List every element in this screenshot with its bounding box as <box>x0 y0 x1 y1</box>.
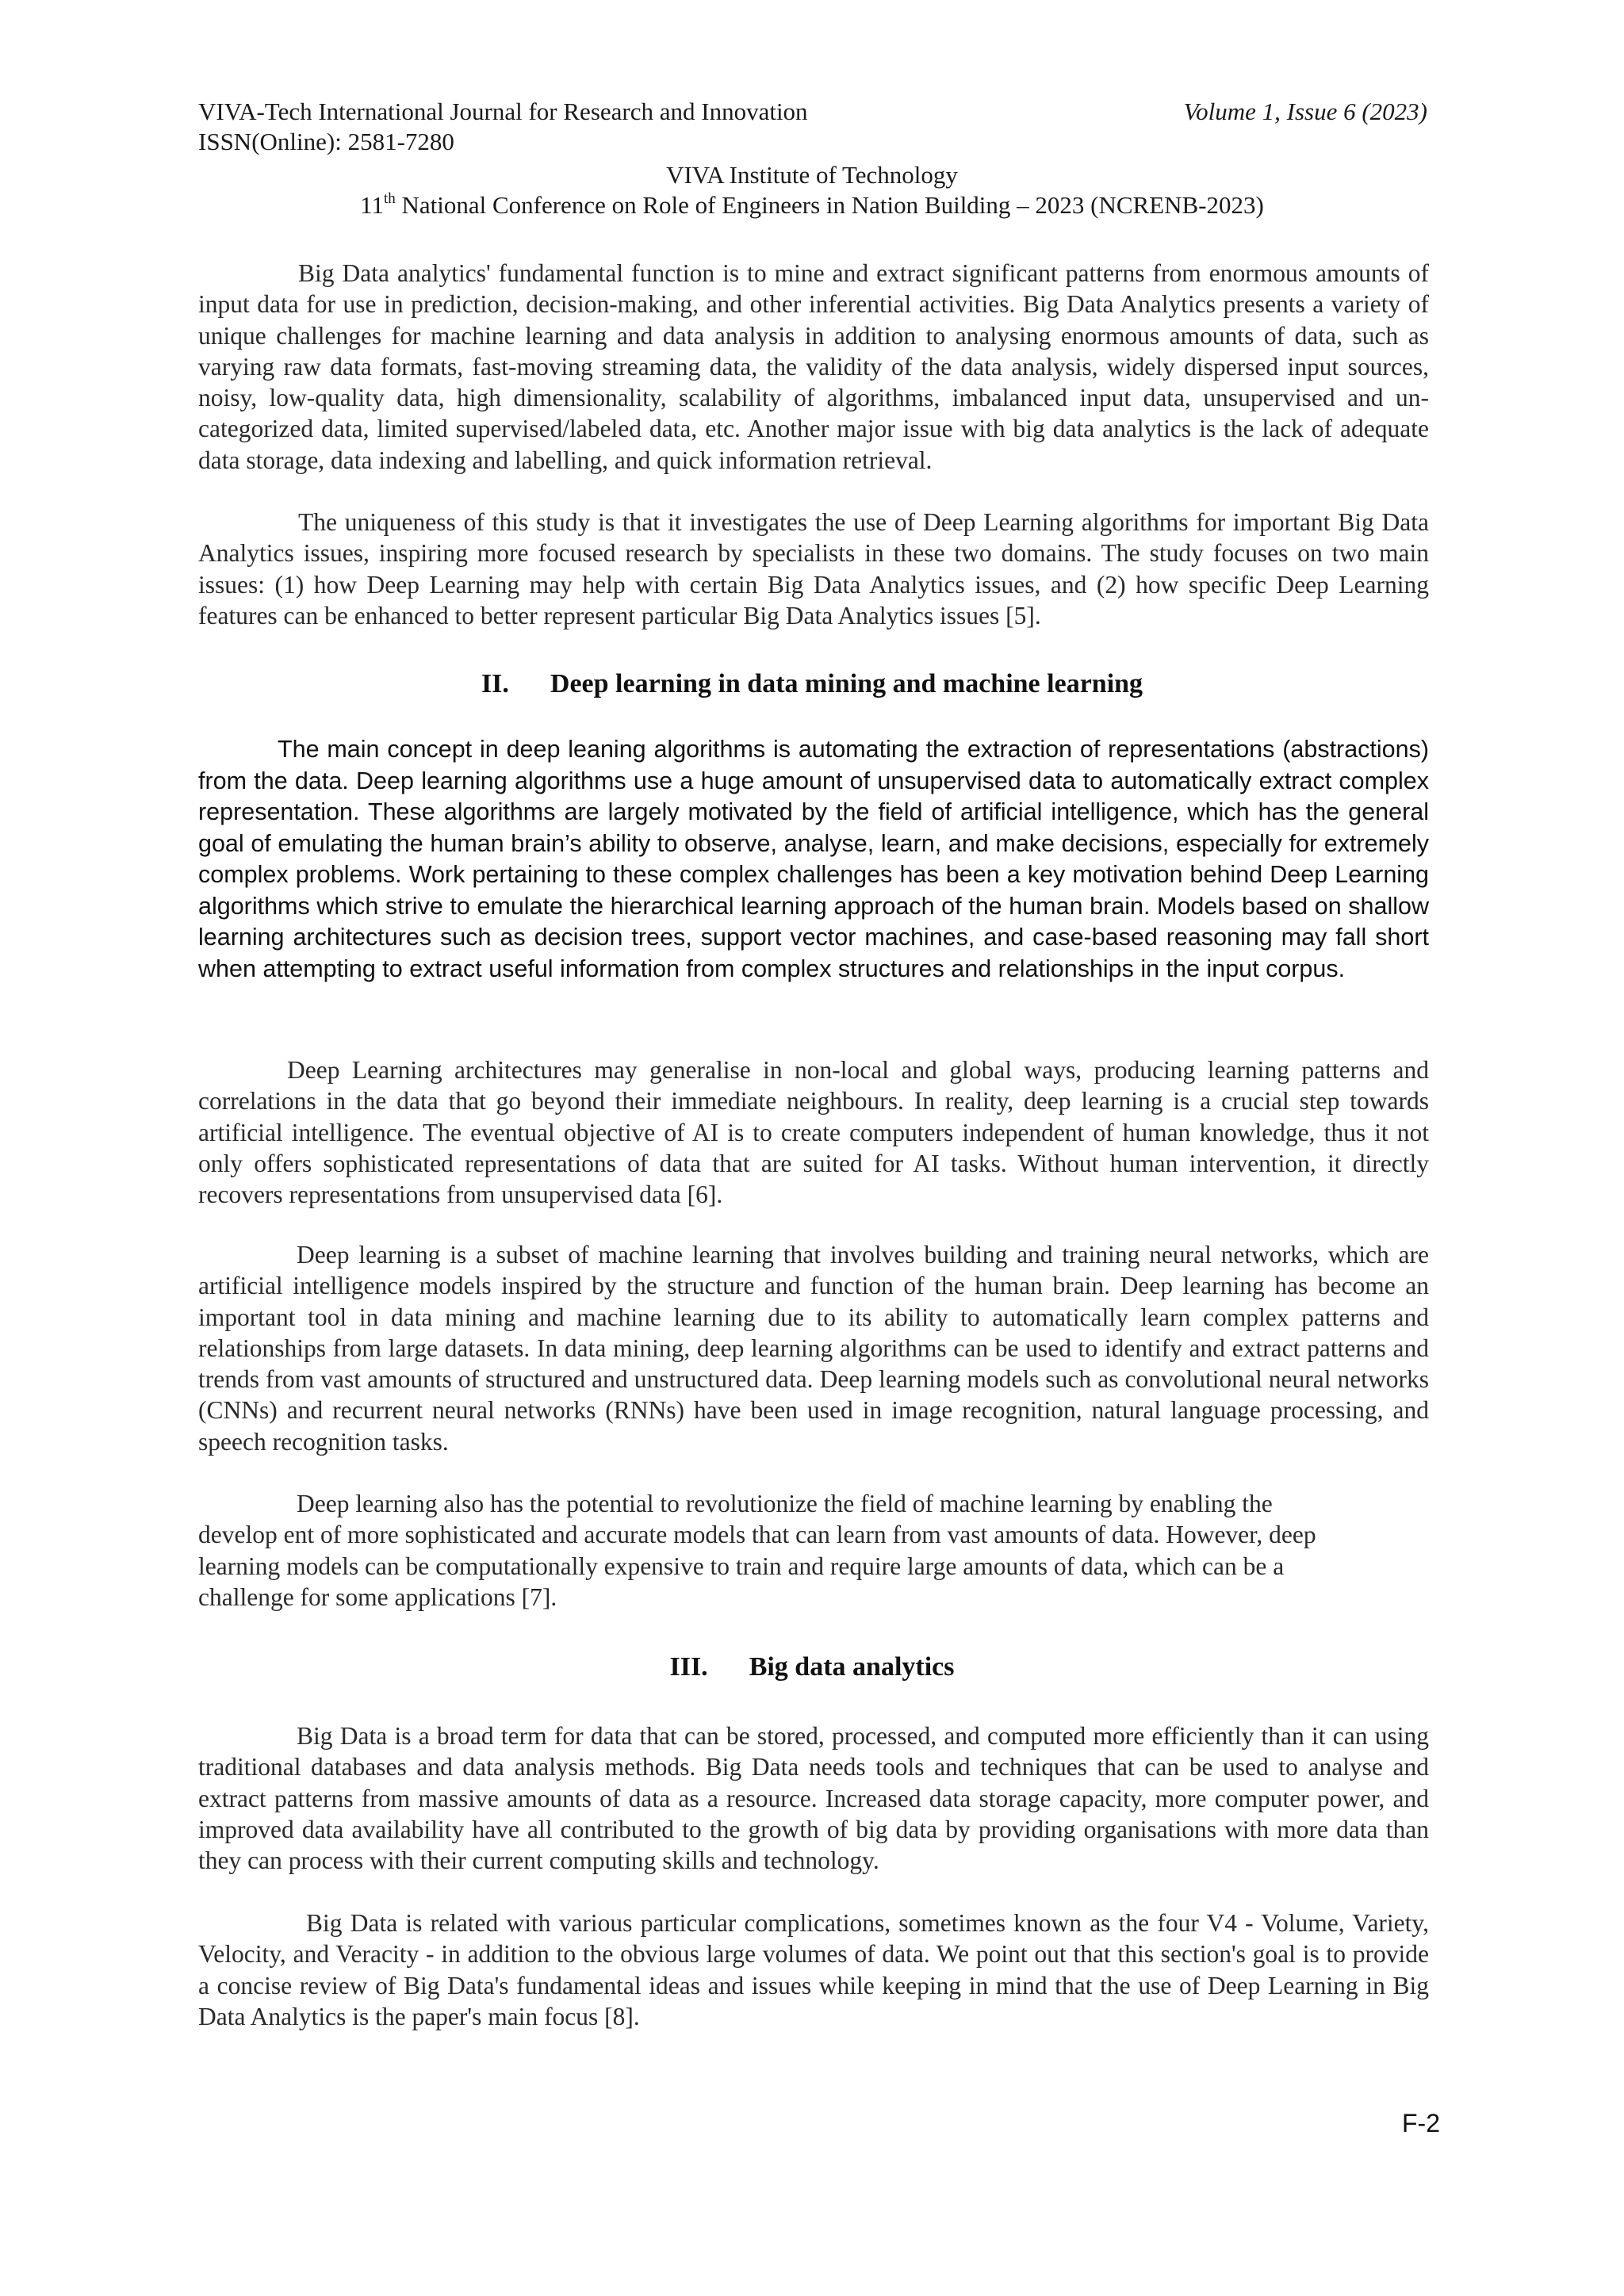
paragraph-2-text: The uniqueness of this study is that it investigates the use of Deep Learning algorithms for important Big Data Analytics issues, inspiring more focused research by specialists in these two domains. The study focuses on two main issues: (1) how Deep Learning may help with certain Big Data Analytics issues, and (2) how specific Deep Learning features can be enhanced to better represent particular Big Data Analytics issues [5]. <box>198 508 1429 629</box>
paragraph-1-text: Big Data analytics' fundamental function is to mine and extract significant patterns from enormous amounts of input data for use in prediction, decision-making, and other inferential activities. Big Data Analytics presents a variety of unique challenges for machine learning and data analysis in addition to analysing enormous amounts of data, such as varying raw data formats, fast-moving streaming data, the validity of the data analysis, widely dispersed input sources, noisy, low-quality data, high dimensionality, scalability of algorithms, imbalanced input data, unsupervised and un-categorized data, limited supervised/labeled data, etc. Another major issue with big data analytics is the lack of adequate data storage, data indexing and labelling, and quick information retrieval. <box>198 259 1429 474</box>
paragraph-6-line-3: learning models can be computationally expensive to train and require large amounts of data, which can be a <box>198 1552 1285 1580</box>
section-3-title: Big data analytics <box>749 1652 955 1682</box>
section-heading-2 <box>0 668 1624 700</box>
page-number: F-2 <box>1402 2109 1440 2137</box>
paragraph-7-text: Big Data is a broad term for data that can be stored, processed, and computed more efficiently than it can using traditional databases and data analysis methods. Big Data needs tools and techniques that can be used to analyse and extract patterns from massive amounts of data as a resource. Increased data storage capacity, more computer power, and improved data availability have all contributed to the growth of big data by providing organisations with more data than they can process with their current computing skills and technology. <box>198 1722 1429 1875</box>
paragraph-5 <box>198 1239 1429 1457</box>
paragraph-5-text: Deep learning is a subset of machine learning that involves building and training neural networks, which are artificial intelligence models inspired by the structure and function of the human brain. Deep learning has become an important tool in data mining and machine learning due to its ability to automatically learn complex patterns and relationships from large datasets. In data mining, deep learning algorithms can be used to identify and extract patterns and trends from vast amounts of structured and unstructured data. Deep learning models such as convolutional neural networks (CNNs) and recurrent neural networks (RNNs) have been used in image recognition, natural language processing, and speech recognition tasks. <box>198 1241 1429 1456</box>
paragraph-4 <box>198 1054 1429 1210</box>
issn: ISSN(Online): 2581-7280 <box>198 128 454 155</box>
paragraph-6-line-1: Deep learning also has the potential to revolutionize the field of machine learning by enabling the <box>297 1490 1273 1517</box>
paragraph-1 <box>198 258 1429 476</box>
volume-issue: Volume 1, Issue 6 (2023) <box>1183 98 1427 125</box>
conference-number: 11 <box>360 191 384 219</box>
journal-title: VIVA-Tech International Journal for Research and Innovation <box>198 98 808 125</box>
paragraph-6-line-2: develop ent of more sophisticated and accurate models that can learn from vast amounts of data. However, deep <box>198 1521 1316 1549</box>
paragraph-8 <box>198 1908 1429 2032</box>
conference-title <box>0 190 1624 220</box>
paragraph-8-text: Big Data is related with various particular complications, sometimes known as the four V4 - Volume, Variety, Velocity, and Veracity - in addition to the obvious large volumes of data. We point out that this section's goal is to provide a concise review of Big Data's fundamental ideas and issues while keeping in mind that the use of Deep Learning in Big Data Analytics is the paper's main focus [8]. <box>198 1909 1429 2030</box>
paragraph-6-line-4: challenge for some applications [7]. <box>198 1582 557 1611</box>
paragraph-3 <box>198 734 1429 985</box>
conference-name: National Conference on Role of Engineers in Nation Building – 2023 (NCRENB-2023) <box>395 191 1264 219</box>
paragraph-4-text: Deep Learning architectures may generalise in non-local and global ways, producing learning patterns and correlations in the data that go beyond their immediate neighbours. In reality, deep learning is a crucial step towards artificial intelligence. The eventual objective of AI is to create computers independent of human knowledge, thus it not only offers sophisticated representations of data that are suited for AI tasks. Without human intervention, it directly recovers representations from unsupervised data [6]. <box>198 1056 1429 1209</box>
conference-ordinal: th <box>383 189 396 207</box>
section-heading-3 <box>0 1651 1624 1683</box>
paragraph-7 <box>198 1720 1429 1876</box>
paragraph-3-text: The main concept in deep leaning algorithms is automating the extraction of representations (abstractions) from the data. Deep learning algorithms use a huge amount of unsupervised data to automatically extract complex representation. These algorithms are largely motivated by the field of artificial intelligence, which has the general goal of emulating the human brain’s ability to observe, analyse, learn, and make decisions, especially for extremely complex problems. Work pertaining to these complex challenges has been a key motivation behind Deep Learning algorithms which strive to emulate the hierarchical learning approach of the human brain. Models based on shallow learning architectures such as decision trees, support vector machines, and case-based reasoning may fall short when attempting to extract useful information from complex structures and relationships in the input corpus. <box>198 736 1429 982</box>
paragraph-6 <box>198 1488 1429 1613</box>
institute-name: VIVA Institute of Technology <box>666 161 958 189</box>
section-3-number: III. <box>669 1652 708 1682</box>
section-2-number: II. <box>481 669 509 698</box>
section-2-title: Deep learning in data mining and machine learning <box>550 669 1143 698</box>
paragraph-2 <box>198 507 1429 631</box>
